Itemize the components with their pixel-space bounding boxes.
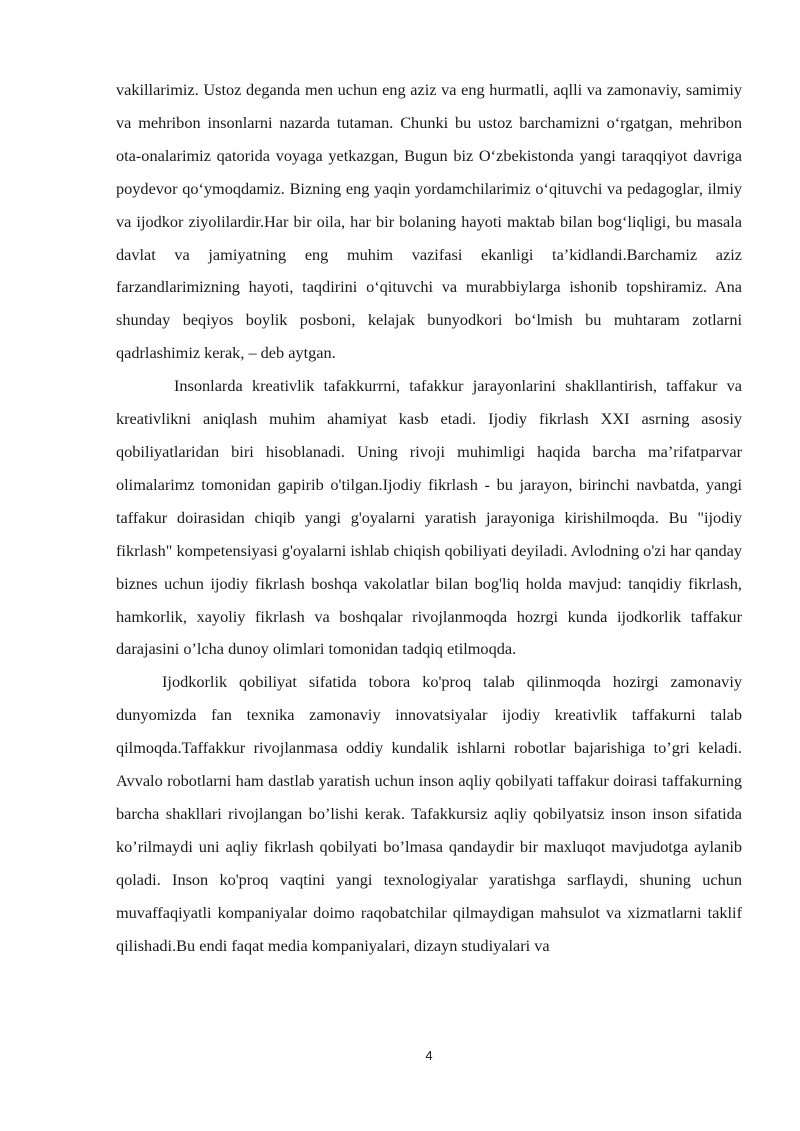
body-text — [116, 74, 742, 962]
paragraph-2: Insonlarda kreativlik tafakkurrni, tafakkur jarayonlarini shakllantirish, taffakur va kreativlikni aniqlash muhim ahamiyat kasb etadi. Ijodiy fikrlash XXI asrning asosiy qobiliyatlaridan biri hisoblanadi. Uning rivoji muhimligi haqida barcha ma’rifatparvar olimalarimz tomonidan gapirib o'tilgan.Ijodiy fikrlash - bu jarayon, birinchi navbatda, yangi taffakur doirasidan chiqib yangi g'oyalarni yaratish jarayoniga kirishilmoqda. Bu "ijodiy fikrlash" kompetensiyasi g'oyalarni ishlab chiqish qobiliyati deyiladi. Avlodning o'zi har qanday biznes uchun ijodiy fikrlash boshqa vakolatlar bilan bog'liq holda mavjud: tanqidiy fikrlash, hamkorlik, xayoliy fikrlash va boshqalar rivojlanmoqda hozrgi kunda ijodkorlik taffakur darajasini o’lcha dunoy olimlari tomonidan tadqiq etilmoqda. — [116, 376, 742, 659]
page-number: 4 — [425, 1048, 433, 1063]
paragraph-3: Ijodkorlik qobiliyat sifatida tobora ko'proq talab qilinmoqda hozirgi zamonaviy dunyomizda fan texnika zamonaviy innovatsiyalar ijodiy kreativlik taffakurni talab qilmoqda.Taffakkur rivojlanmasa oddiy kundalik ishlarni robotlar bajarishiga to’gri keladi. Avvalo robotlarni ham dastlab yaratish uchun inson aqliy qobilyati taffakur doirasi taffakurning barcha shakllari rivojlangan bo’lishi kerak. Tafakkursiz aqliy qobilyatsiz inson inson sifatida ko’rilmaydi uni aqliy fikrlash qobilyati bo’lmasa qandaydir bir maxluqot mavjudotga aylanib qoladi. Inson ko'proq vaqtini yangi texnologiyalar yaratishga sarflaydi, shuning uchun muvaffaqiyatli kompaniyalar doimo raqobatchilar qilmaydigan mahsulot va xizmatlarni taklif qilishadi.Bu endi faqat media kompaniyalari, dizayn studiyalari va — [116, 672, 742, 955]
paragraph-1: vakillarimiz. Ustoz deganda men uchun eng aziz va eng hurmatli, aqlli va zamonaviy, samimiy va mehribon insonlarni nazarda tutaman. Chunki bu ustoz barchamizni o‘rgatgan, mehribon ota-onalarimiz qatorida voyaga yetkazgan, Bugun biz O‘zbekistonda yangi taraqqiyot davriga poydevor qo‘ymoqdamiz. Bizning eng yaqin yordamchilarimiz o‘qituvchi va pedagoglar, ilmiy va ijodkor ziyolilardir.Har bir oila, har bir bolaning hayoti maktab bilan bog‘liqligi, bu masala davlat va jamiyatning eng muhim vazifasi ekanligi ta’kidlandi.Barchamiz aziz farzandlarimizning hayoti, taqdirini o‘qituvchi va murabbiylarga ishonib topshiramiz. Ana shunday beqiyos boylik posboni, kelajak bunyodkori bo‘lmish bu muhtaram zotlarni qadrlashimiz kerak, – deb aytgan. — [116, 80, 742, 363]
